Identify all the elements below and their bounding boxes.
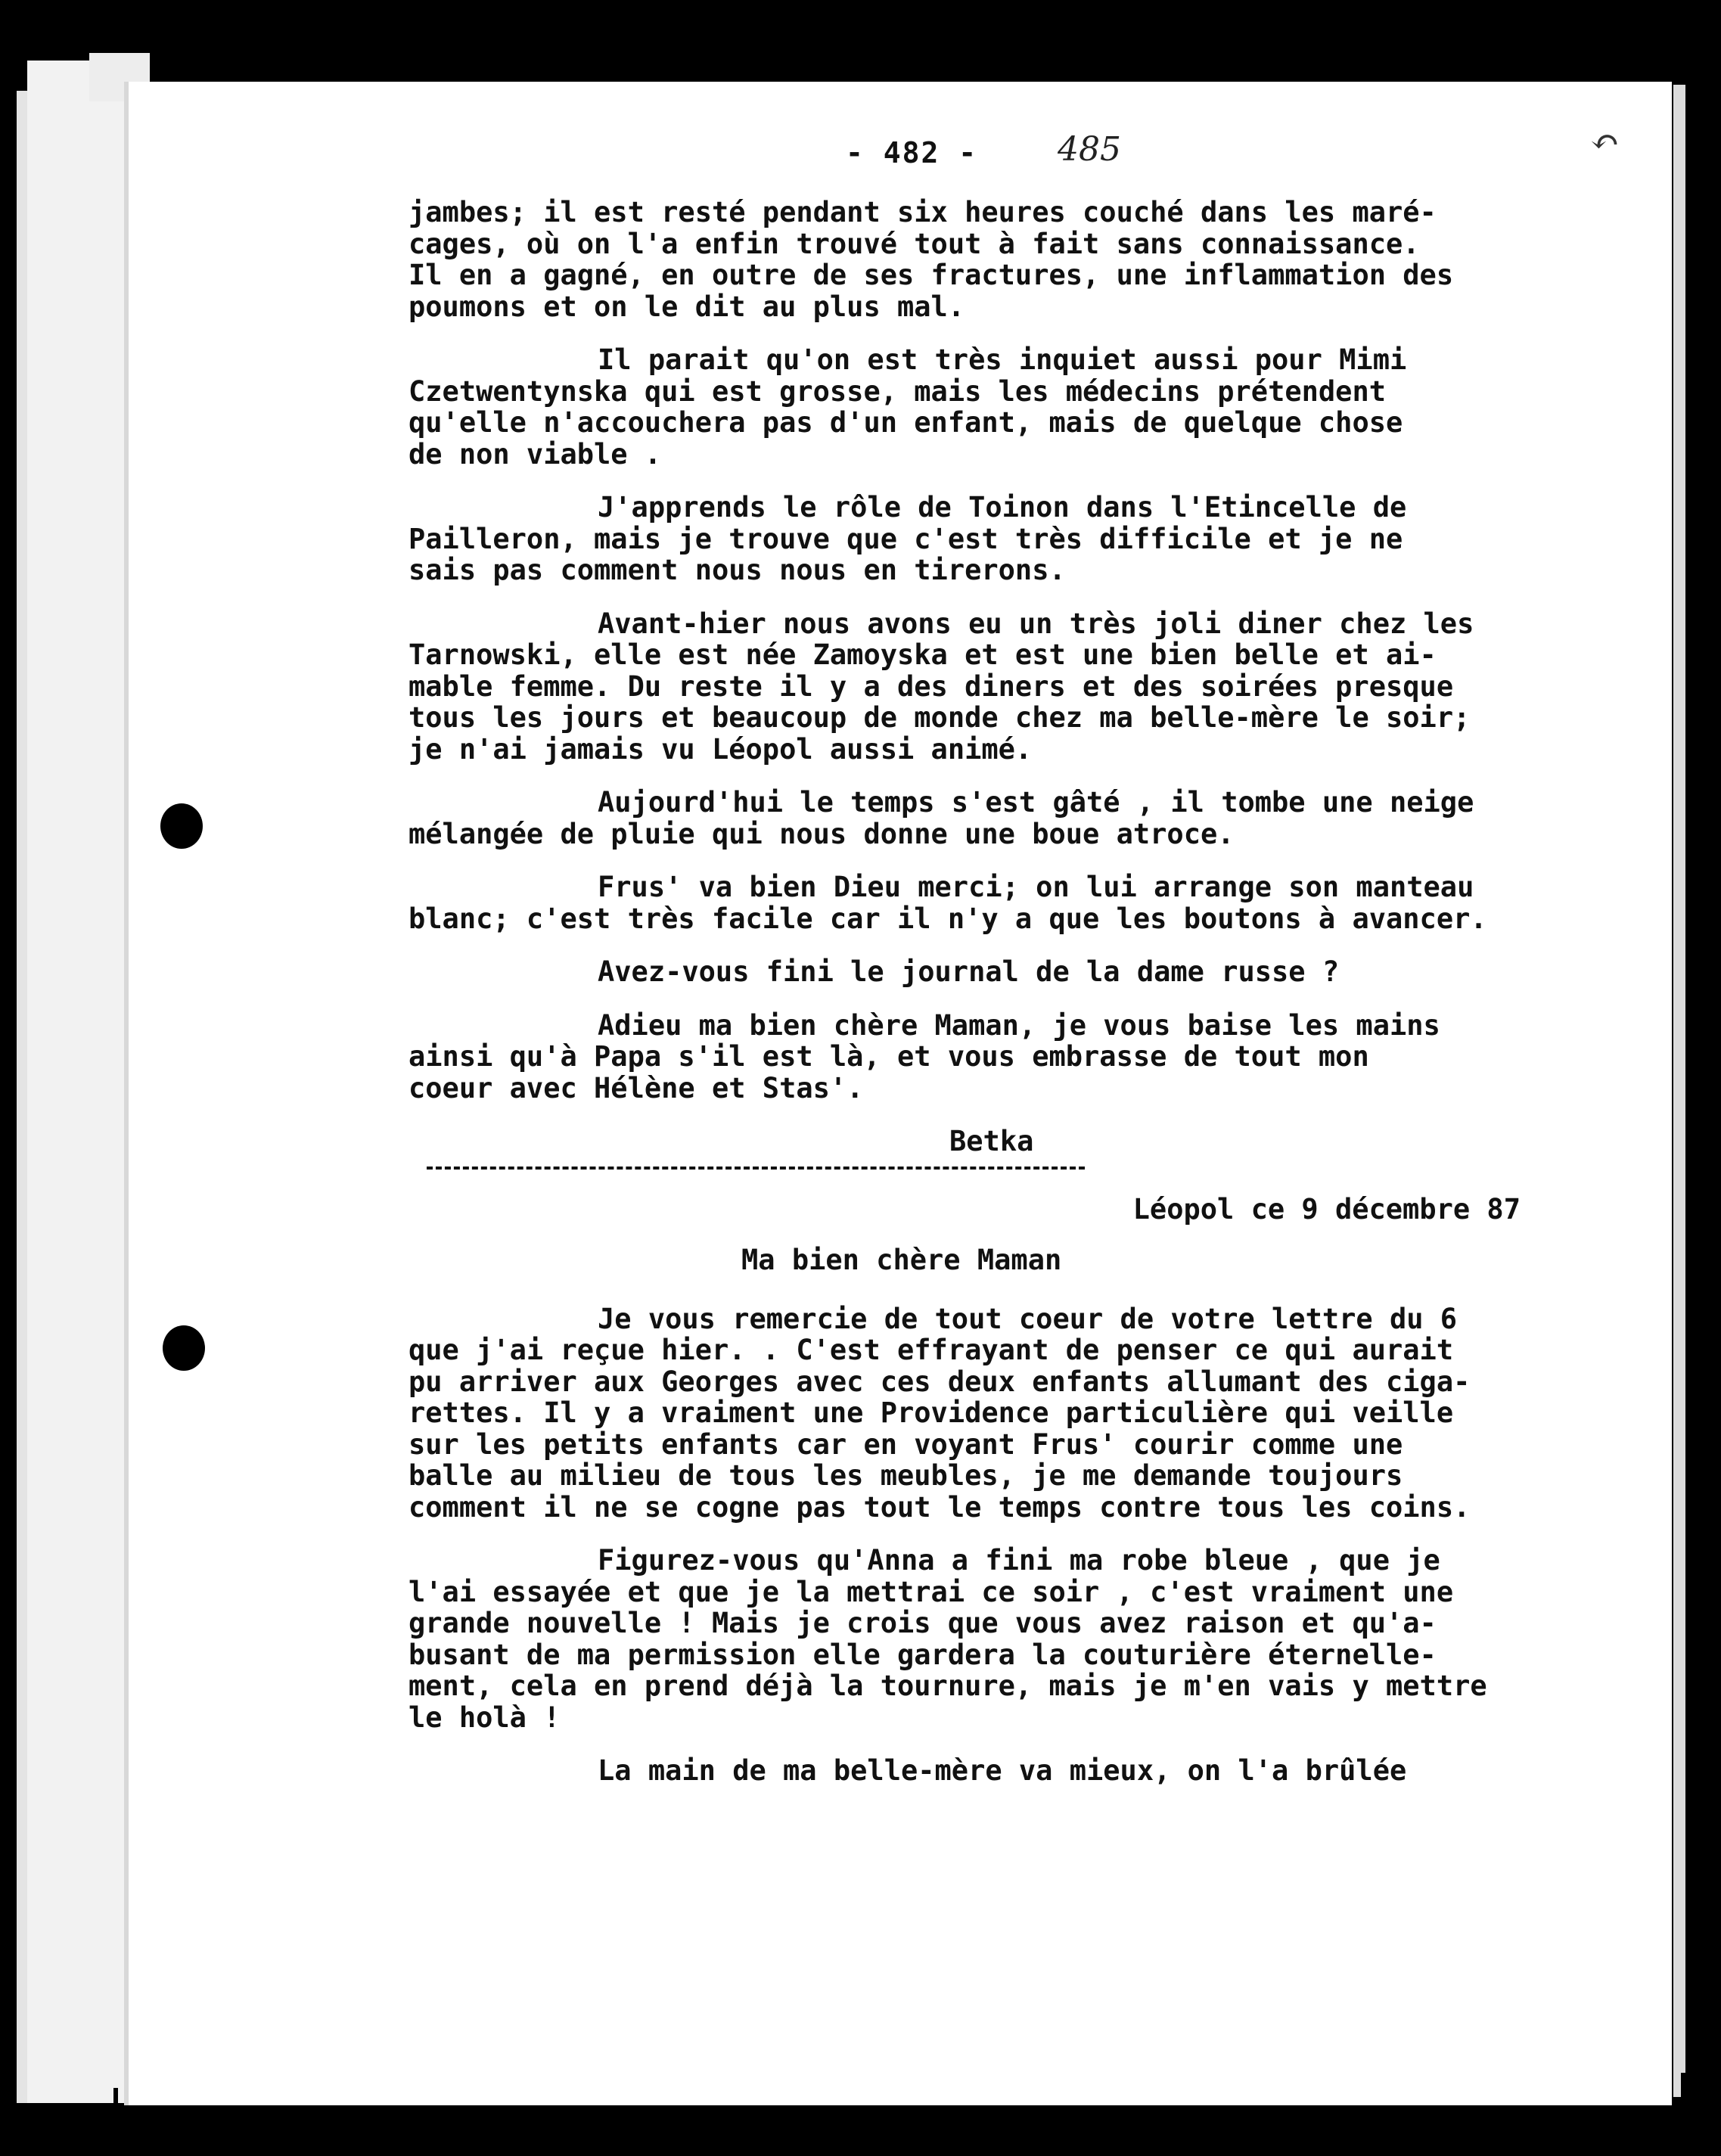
- text-line: Figurez-vous qu'Anna a fini ma robe bleue , que je: [598, 1544, 1440, 1577]
- text-line: je n'ai jamais vu Léopol aussi animé.: [409, 732, 1033, 766]
- text-line: La main de ma belle-mère va mieux, on l'a brûlée: [598, 1754, 1407, 1787]
- text-line: mable femme. Du reste il y a des diners et des soirées presque: [409, 669, 1454, 703]
- text-line: Czetwentynska qui est grosse, mais les médecins prétendent: [409, 374, 1387, 408]
- corner-pencil-mark: ↶: [1590, 121, 1620, 162]
- letter-body: [409, 197, 1649, 1809]
- text-line: Adieu ma bien chère Maman, je vous baise les mains: [598, 1008, 1440, 1042]
- paragraph: [409, 608, 1649, 766]
- text-line: ainsi qu'à Papa s'il est là, et vous embrasse de tout mon: [409, 1040, 1369, 1073]
- crop-mark-bottom-left: [113, 2088, 148, 2123]
- back-sheet: [27, 61, 143, 2103]
- text-line: Avant-hier nous avons eu un très joli diner chez les: [598, 607, 1474, 640]
- paragraph: [409, 871, 1649, 934]
- text-line: balle au milieu de tous les meubles, je me demande toujours: [409, 1459, 1403, 1492]
- text-line: Je vous remercie de tout coeur de votre lettre du 6: [598, 1302, 1458, 1335]
- salutation: Ma bien chère Maman: [741, 1244, 1062, 1276]
- text-line: Avez-vous fini le journal de la dame russe ?: [598, 955, 1340, 988]
- separator-rule: [427, 1167, 1085, 1170]
- paragraph: [409, 197, 1649, 322]
- text-line: Frus' va bien Dieu merci; on lui arrange son manteau: [598, 871, 1474, 903]
- text-line: busant de ma permission elle gardera la couturière éternelle-: [409, 1638, 1437, 1671]
- text-line: de non viable .: [409, 437, 662, 471]
- paragraph: [409, 492, 1649, 586]
- text-line: sais pas comment nous nous en tirerons.: [409, 554, 1066, 586]
- paragraph: [409, 956, 1649, 988]
- text-line: coeur avec Hélène et Stas'.: [409, 1071, 864, 1104]
- paragraph: [409, 1303, 1649, 1524]
- paragraph: [409, 787, 1649, 850]
- text-line: grande nouvelle ! Mais je crois que vous avez raison et qu'a-: [409, 1607, 1437, 1639]
- page-right-edge: [1673, 85, 1685, 2097]
- paragraph: [409, 1755, 1649, 1787]
- punch-hole: [160, 803, 203, 849]
- text-line: ment, cela en prend déjà la tournure, mais je m'en vais y mettre: [409, 1670, 1487, 1702]
- letter-1: [409, 197, 1649, 1104]
- signature: Betka: [949, 1125, 1034, 1157]
- text-line: jambes; il est resté pendant six heures couché dans les maré-: [409, 196, 1437, 228]
- text-line: Pailleron, mais je trouve que c'est très difficile et je ne: [409, 522, 1403, 555]
- text-line: Tarnowski, elle est née Zamoyska et est une bien belle et ai-: [409, 638, 1437, 671]
- typed-page-number: - 482 -: [846, 136, 978, 169]
- text-line: qu'elle n'accouchera pas d'un enfant, mais de quelque chose: [409, 406, 1403, 439]
- crop-mark-top-left: [89, 0, 101, 48]
- text-line: mélangée de pluie qui nous donne une boue atroce.: [409, 817, 1235, 850]
- paragraph: [409, 1010, 1649, 1104]
- text-line: cages, où on l'a enfin trouvé tout à fait sans connaissance.: [409, 227, 1420, 260]
- text-line: que j'ai reçue hier. . C'est effrayant de penser ce qui aurait: [409, 1334, 1454, 1366]
- text-line: J'apprends le rôle de Toinon dans l'Etincelle de: [598, 491, 1407, 523]
- text-line: comment il ne se cogne pas tout le temps contre tous les coins.: [409, 1490, 1471, 1524]
- text-line: tous les jours et beaucoup de monde chez ma belle-mère le soir;: [409, 701, 1471, 734]
- text-line: Il parait qu'on est très inquiet aussi pour Mimi: [598, 343, 1407, 376]
- text-line: blanc; c'est très facile car il n'y a que les boutons à avancer.: [409, 902, 1487, 935]
- text-line: le holà !: [409, 1701, 561, 1734]
- text-line: pu arriver aux Georges avec ces deux enfants allumant des ciga-: [409, 1365, 1471, 1398]
- text-line: poumons et on le dit au plus mal.: [409, 290, 965, 323]
- handwritten-page-number: 485: [1058, 130, 1121, 169]
- text-line: l'ai essayée et que je la mettrai ce soir , c'est vraiment une: [409, 1575, 1454, 1608]
- place-date: Léopol ce 9 décembre 87: [1132, 1192, 1521, 1226]
- letter-2: [409, 1303, 1649, 1787]
- text-line: Aujourd'hui le temps s'est gâté , il tombe une neige: [598, 786, 1474, 819]
- punch-hole: [163, 1325, 205, 1371]
- text-line: sur les petits enfants car en voyant Frus' courir comme une: [409, 1427, 1403, 1461]
- crop-mark-bottom-right: [1643, 2073, 1685, 2111]
- text-line: rettes. Il y a vraiment une Providence particulière qui veille: [409, 1396, 1454, 1429]
- paragraph: [409, 1545, 1649, 1733]
- paragraph: [409, 344, 1649, 470]
- text-line: Il en a gagné, en outre de ses fractures, une inflammation des: [409, 259, 1454, 291]
